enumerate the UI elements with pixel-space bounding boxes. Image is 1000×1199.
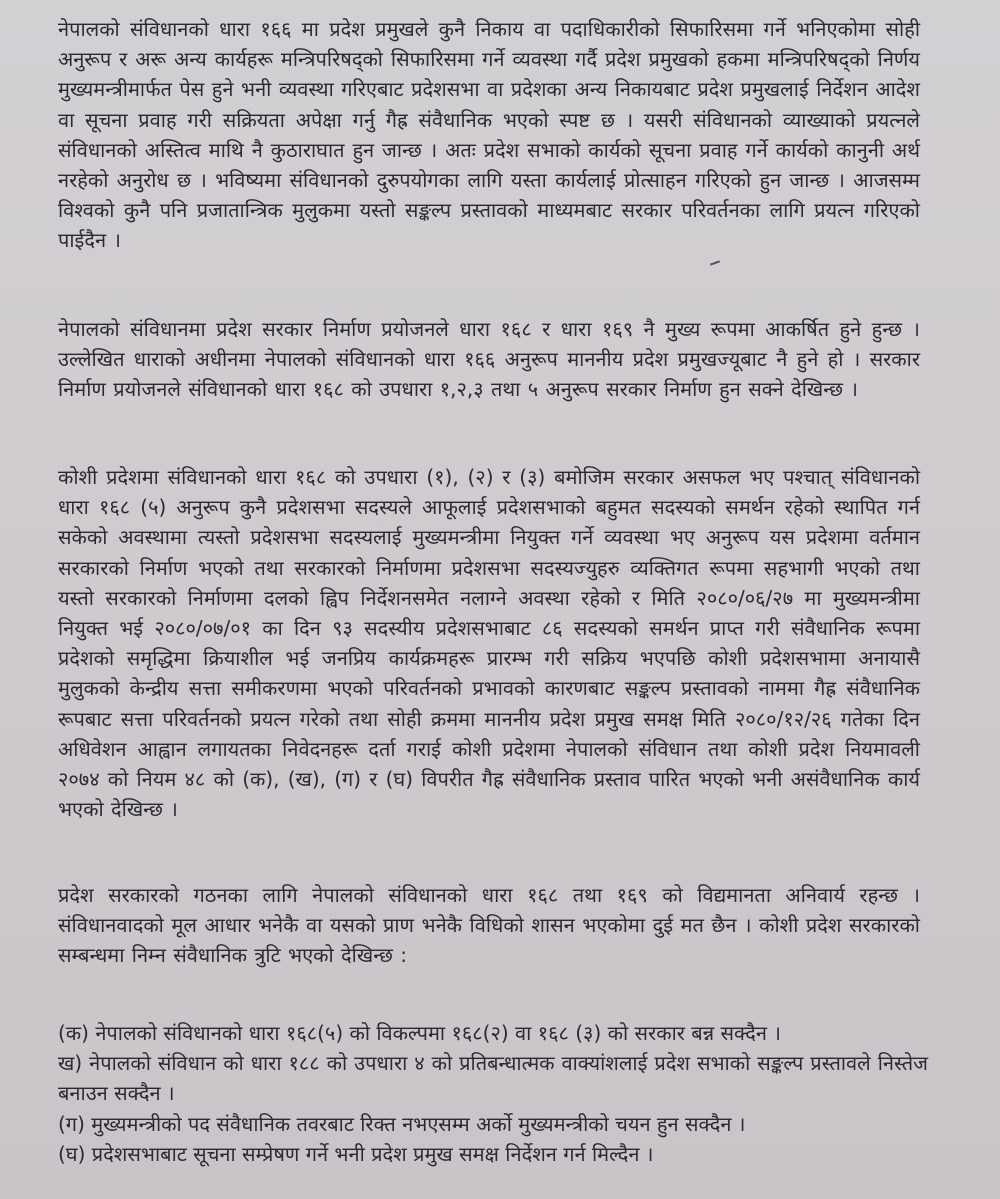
paragraph-constitutional-errors: प्रदेश सरकारको गठनका लागि नेपालको संविधानको धारा १६८ तथा १६९ को विद्यमानता अनिवार्य रहन्छ । संविधानवादको मूल आधार भनेकै वा यसको प्राण भनेकै विधिको शासन भएकोमा दुई मत छैन । कोशी प्रदेश सरकारको सम्बन्धमा निम्न संवैधानिक त्रुटि भएको देखिन्छ :	[58, 883, 920, 968]
list-item: (घ) प्रदेशसभाबाट सूचना सम्प्रेषण गर्ने भनी प्रदेश प्रमुख समक्ष निर्देशन गर्न मिल्दैन ।	[58, 1141, 654, 1166]
paragraph-government-formation: नेपालको संविधानमा प्रदेश सरकार निर्माण प्रयोजनले धारा १६८ र धारा १६९ नै मुख्य रूपमा आकर्षित हुने हुन्छ । उल्लेखित धाराको अधीनमा नेपालको संविधानको धारा १६६ अनुरूप माननीय प्रदेश प्रमुखज्यूबाट नै हुने हो । सरकार निर्माण प्रयोजनले संविधानको धारा १६८ को उपधारा १,२,३ तथा ५ अनुरूप सरकार निर्माण हुन सक्ने देखिन्छ ।	[58, 317, 920, 402]
pen-mark	[710, 260, 720, 265]
list-item: ख) नेपालको संविधान को धारा १८८ को उपधारा ४ को प्रतिबन्धात्मक वाक्यांशलाई प्रदेश सभाको सङ्कल्प प्रस्तावले निस्तेज बनाउन सक्दैन ।	[58, 1051, 928, 1106]
error-list	[58, 1018, 928, 1169]
list-item: (क) नेपालको संविधानको धारा १६८(५) को विकल्पमा १६८(२) वा १६८ (३) को सरकार बन्न सक्दैन ।	[58, 1021, 781, 1045]
paragraph-article-166: नेपालको संविधानको धारा १६६ मा प्रदेश प्रमुखले कुनै निकाय वा पदाधिकारीको सिफारिसमा गर्ने भनिएकोमा सोही अनुरूप र अरू अन्य कार्यहरू मन्त्रिपरिषद्को सिफारिसमा गर्ने व्यवस्था गर्दै प्रदेश प्रमुखको हकमा मन्त्रिपरिषद्को निर्णय मुख्यमन्त्रीमार्फत पेस हुने भनी व्यवस्था गरिएबाट प्रदेशसभा वा प्रदेशका अन्य निकायबाट प्रदेश प्रमुखलाई निर्देशन आदेश वा सूचना प्रवाह गरी सक्रियता अपेक्षा गर्नु गैह्र संवैधानिक भएको स्पष्ट छ । यसरी संविधानको व्याख्याको प्रयत्नले संविधानको अस्तित्व माथि नै कुठाराघात हुन जान्छ । अतः प्रदेश सभाको कार्यको सूचना प्रवाह गर्ने कार्यको कानुनी अर्थ नरहेको अनुरोध छ । भविष्यमा संविधानको दुरुपयोगका लागि यस्ता कार्यलाई प्रोत्साहन गरिएको हुन जान्छ । आजसम्म विश्वको कुनै पनि प्रजातान्त्रिक मुलुकमा यस्तो सङ्कल्प प्रस्तावको माध्यमबाट सरकार परिवर्तनका लागि प्रयत्न गरिएको पाईदैन ।	[58, 17, 920, 253]
paragraph-koshi-province: कोशी प्रदेशमा संविधानको धारा १६८ को उपधारा (१), (२) र (३) बमोजिम सरकार असफल भए पश्चात् संविधानको धारा १६८ (५) अनुरूप कुनै प्रदेशसभा सदस्यले आफूलाई प्रदेशसभाको बहुमत सदस्यको समर्थन रहेको स्थापित गर्न सकेको अवस्थामा त्यस्तो प्रदेशसभा सदस्यलाई मुख्यमन्त्रीमा नियुक्त गर्ने व्यवस्था भए अनुरूप यस प्रदेशमा वर्तमान सरकारको निर्माण भएको तथा सरकारको निर्माणमा प्रदेशसभा सदस्यज्युहरु व्यक्तिगत रूपमा सहभागी भएको तथा यस्तो सरकारको निर्माणमा दलको ह्विप निर्देशनसमेत नलाग्ने अवस्था रहेको र मिति २०८०/०६/२७ मा मुख्यमन्त्रीमा नियुक्त भई २०८०/०७/०१ का दिन ९३ सदस्यीय प्रदेशसभाबाट ८६ सदस्यको समर्थन प्राप्त गरी संवैधानिक रूपमा प्रदेशको समृद्धिमा क्रियाशील भई जनप्रिय कार्यक्रमहरू प्रारम्भ गरी सक्रिय भएपछि कोशी प्रदेशसभामा अनायासै मुलुकको केन्द्रीय सत्ता समीकरणमा भएको परिवर्तनको प्रभावको कारणबाट सङ्कल्प प्रस्तावको नाममा गैह्र संवैधानिक रूपबाट सत्ता परिवर्तनको प्रयत्न गरेको तथा सोही क्रममा माननीय प्रदेश प्रमुख समक्ष मिति २०८०/१२/२६ गतेका दिन अधिवेशन आह्वान लगायतका निवेदनहरू दर्ता गराई कोशी प्रदेशमा नेपालको संविधान तथा कोशी प्रदेश नियमावली २०७४ को नियम ४८ को (क), (ख), (ग) र (घ) विपरीत गैह्र संवैधानिक प्रस्ताव पारित भएको भनी असंवैधानिक कार्य भएको देखिन्छ ।	[58, 465, 920, 822]
list-item: (ग) मुख्यमन्त्रीको पद संवैधानिक तवरबाट रिक्त नभएसम्म अर्को मुख्यमन्त्रीको चयन हुन सक्दैन ।	[58, 1111, 746, 1136]
